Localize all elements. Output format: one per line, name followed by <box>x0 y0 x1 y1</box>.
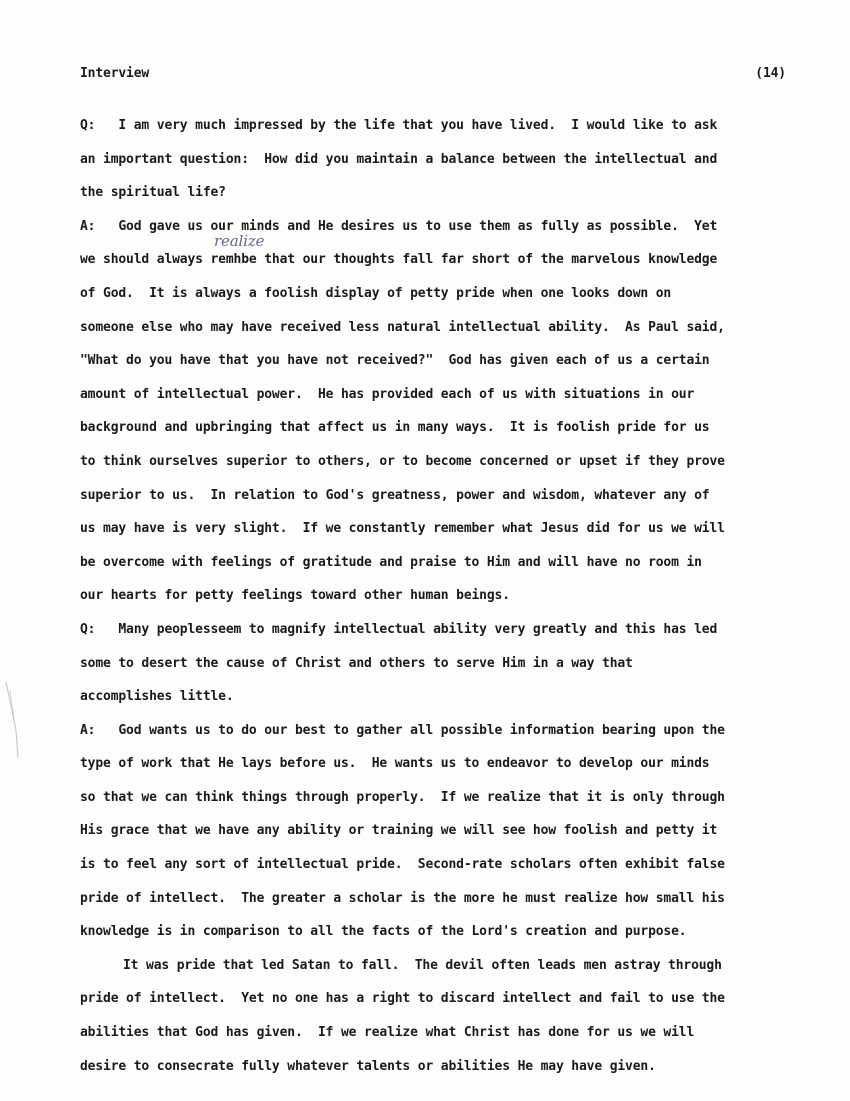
text-line: we should always remhbe that our thoughts fall far short of the marvelous knowledge <box>80 252 718 268</box>
text-line: some to desert the cause of Christ and others to serve Him in a way that <box>80 655 633 671</box>
header-title: Interview <box>80 66 150 81</box>
text-line: It was pride that led Satan to fall. The devil often leads men astray through <box>123 957 722 973</box>
page-header <box>80 64 786 84</box>
text-line: pride of intellect. The greater a scholar is the more he must realize how small his <box>80 890 725 906</box>
text-line: accomplishes little. <box>80 689 234 705</box>
text-line: Q: Many peoplesseem to magnify intellectual ability very greatly and this has led <box>80 621 718 637</box>
text-line: "What do you have that you have not received?" God has given each of us a certain <box>80 353 710 369</box>
text-line: is to feel any sort of intellectual pride. Second-rate scholars often exhibit false <box>80 857 725 873</box>
interview-body <box>80 116 800 1090</box>
text-line: knowledge is in comparison to all the facts of the Lord's creation and purpose. <box>80 924 687 940</box>
page-number: (14) <box>755 66 786 81</box>
text-line: pride of intellect. Yet no one has a right to discard intellect and fail to use the <box>80 991 725 1007</box>
text-line: A: God gave us our minds and He desires us to use them as fully as possible. Yet <box>80 218 718 234</box>
text-line: be overcome with feelings of gratitude and praise to Him and will have no room in <box>80 554 702 570</box>
text-line: to think ourselves superior to others, or to become concerned or upset if they prove <box>80 453 725 469</box>
text-line: the spiritual life? <box>80 185 226 201</box>
text-line: type of work that He lays before us. He wants us to endeavor to develop our minds <box>80 756 710 772</box>
margin-smudge-mark <box>2 680 24 760</box>
text-line: so that we can think things through properly. If we realize that it is only through <box>80 789 725 805</box>
handwritten-correction: realize <box>214 232 265 250</box>
text-line: of God. It is always a foolish display of petty pride when one looks down on <box>80 285 672 301</box>
text-line: an important question: How did you maintain a balance between the intellectual and <box>80 151 718 167</box>
text-line: desire to consecrate fully whatever talents or abilities He may have given. <box>80 1058 656 1074</box>
text-line: amount of intellectual power. He has provided each of us with situations in our <box>80 386 695 402</box>
text-line: His grace that we have any ability or training we will see how foolish and petty it <box>80 823 718 839</box>
text-line: us may have is very slight. If we constantly remember what Jesus did for us we will <box>80 521 725 537</box>
text-line: abilities that God has given. If we realize what Christ has done for us we will <box>80 1025 695 1041</box>
text-line: superior to us. In relation to God's greatness, power and wisdom, whatever any of <box>80 487 710 503</box>
text-line: someone else who may have received less natural intellectual ability. As Paul said, <box>80 319 725 335</box>
text-line: Q: I am very much impressed by the life that you have lived. I would like to ask <box>80 118 718 133</box>
text-line: A: God wants us to do our best to gather all possible information bearing upon the <box>80 722 725 738</box>
text-line: our hearts for petty feelings toward other human beings. <box>80 588 510 604</box>
text-line: background and upbringing that affect us in many ways. It is foolish pride for us <box>80 420 710 436</box>
